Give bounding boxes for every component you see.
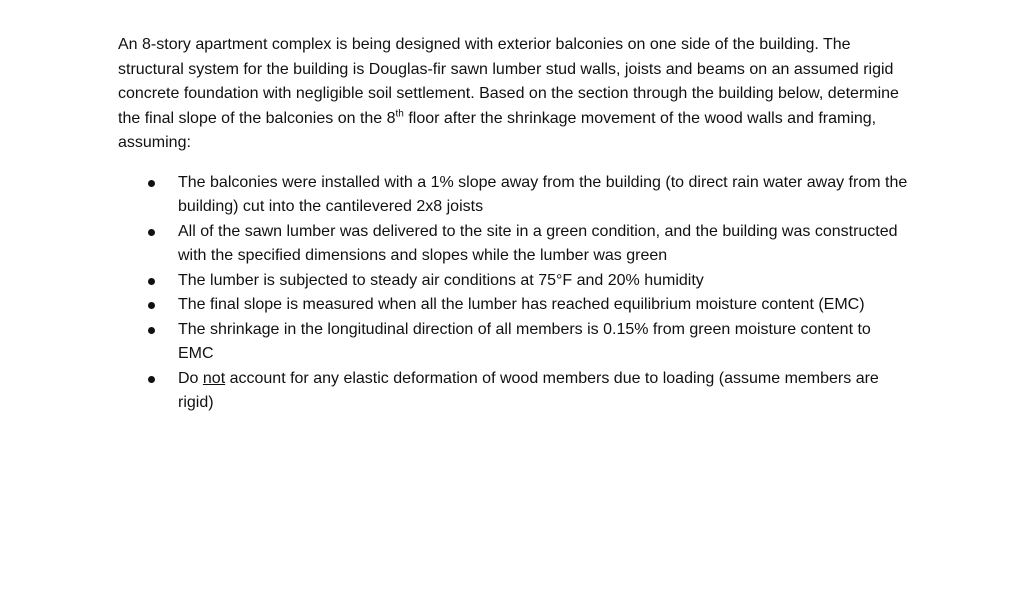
document-page: [118, 33, 918, 416]
list-item-text-prefix: Do: [178, 369, 203, 387]
list-item-text-suffix: account for any elastic deformation of wood members due to loading (assume members are rigid): [178, 369, 879, 411]
bullet-icon: [148, 302, 155, 309]
intro-ordinal-superscript: th: [395, 108, 404, 120]
list-item-text: The final slope is measured when all the lumber has reached equilibrium moisture content (EMC): [178, 296, 865, 313]
list-item: [118, 318, 908, 367]
list-item: [118, 293, 908, 318]
intro-text-part1: An 8-story apartment complex is being designed with exterior balconies on one side of the building. The structural system for the building is Douglas-fir sawn lumber stud walls, joists and beams on an assumed rigid concrete foundation with negligible soil settlement. Based on the section through the building below, determine the final slope of the balconies on the 8: [118, 36, 899, 127]
bullet-icon: [148, 327, 155, 334]
intro-text-part2: floor after the shrinkage movement of the wood walls and framing, assuming:: [118, 109, 877, 151]
list-item: [118, 269, 908, 294]
bullet-icon: [148, 180, 155, 187]
list-item: [118, 367, 908, 416]
bullet-icon: [148, 229, 155, 236]
list-item-text: The balconies were installed with a 1% slope away from the building (to direct rain water away from the building) cut into the cantilevered 2x8 joists: [178, 173, 908, 215]
list-item: [118, 171, 908, 220]
bullet-icon: [148, 278, 155, 285]
list-item: [118, 220, 908, 269]
intro-paragraph: [118, 33, 918, 156]
list-item-text-emphasis: not: [202, 369, 226, 387]
list-item-text: All of the sawn lumber was delivered to the site in a green condition, and the building was constructed with the specified dimensions and slopes while the lumber was green: [178, 222, 898, 264]
bullet-icon: [148, 376, 155, 383]
list-item-text: The lumber is subjected to steady air conditions at 75°F and 20% humidity: [178, 271, 704, 289]
assumptions-list: [118, 171, 918, 416]
list-item-text: The shrinkage in the longitudinal direction of all members is 0.15% from green moisture content to EMC: [178, 320, 871, 362]
